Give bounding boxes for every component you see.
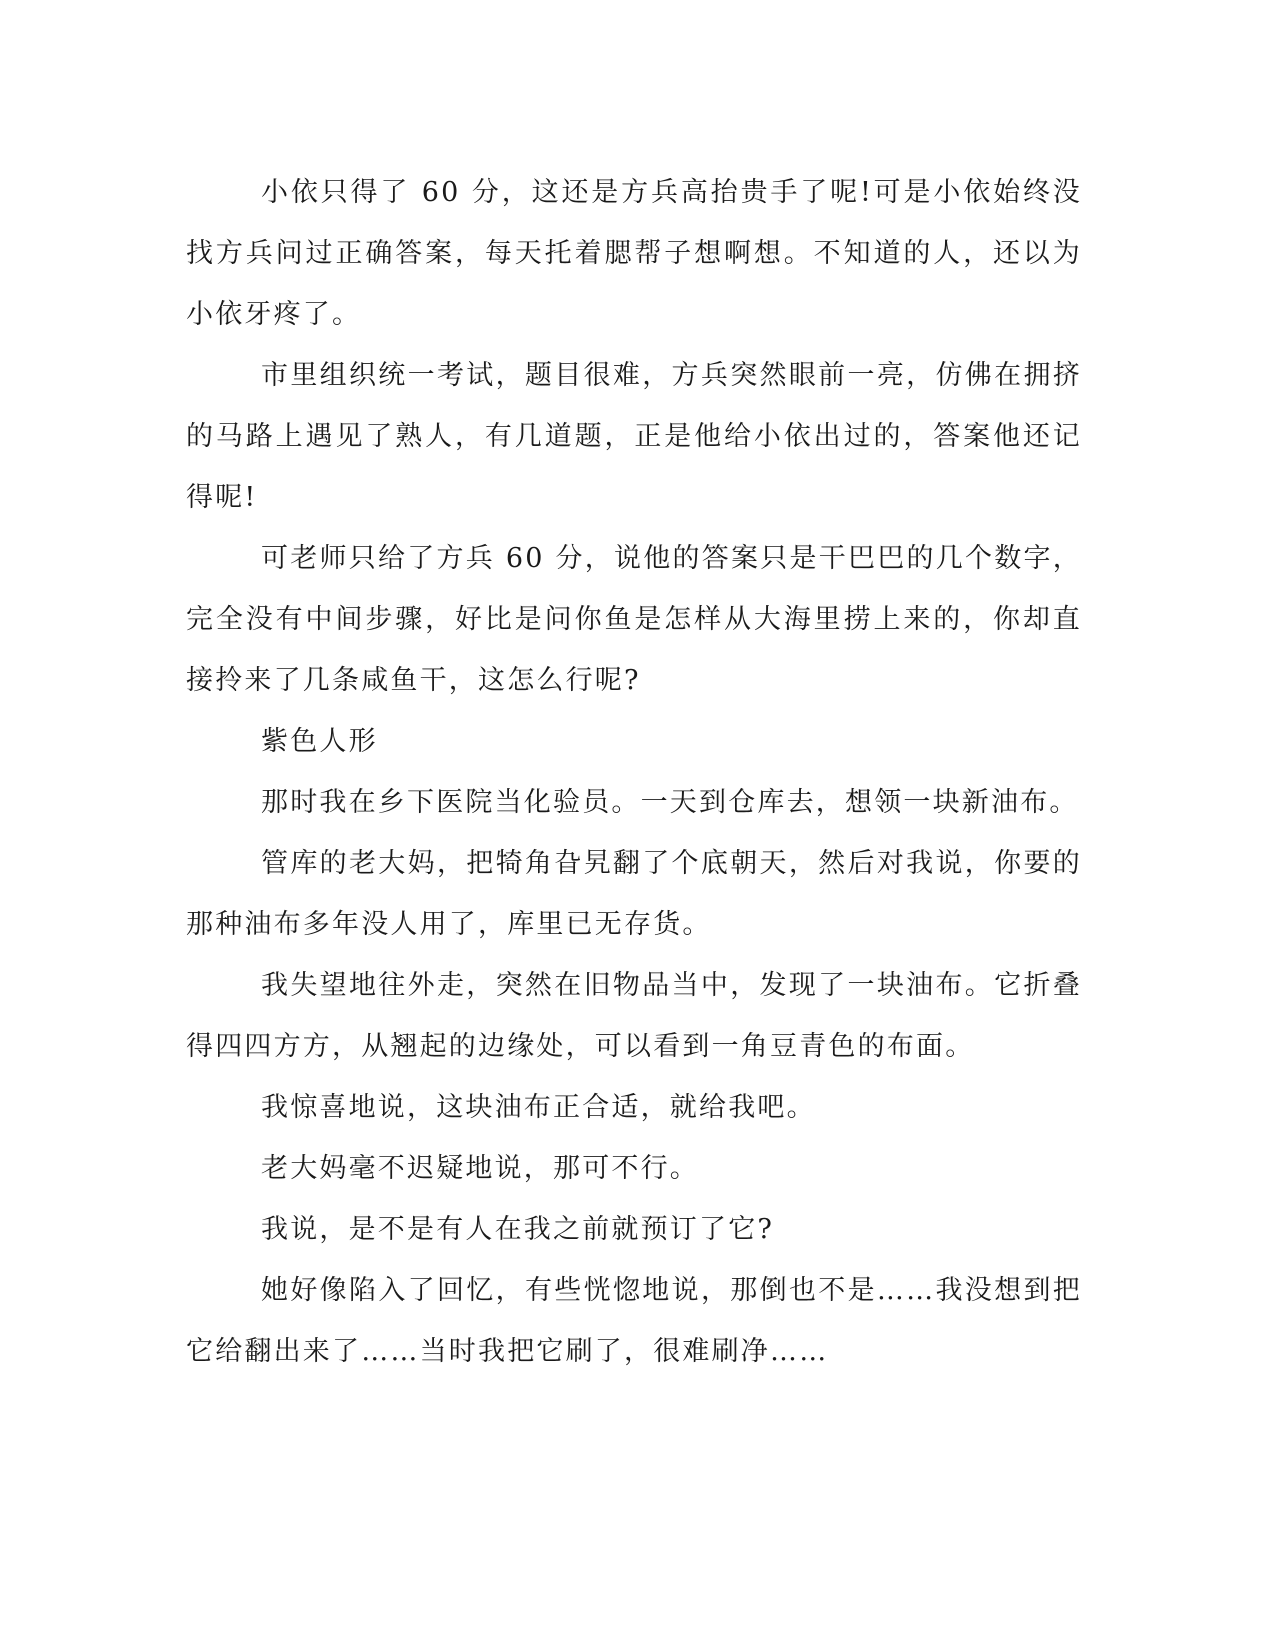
paragraph: 我失望地往外走，突然在旧物品当中，发现了一块油布。它折叠得四四方方，从翘起的边缘处，可以看到一角豆青色的布面。 <box>186 970 1082 1062</box>
paragraph: 小依只得了 60 分，这还是方兵高抬贵手了呢!可是小依始终没找方兵问过正确答案，每天托着腮帮子想啊想。不知道的人，还以为小依牙疼了。 <box>186 177 1082 330</box>
section-heading: 紫色人形 <box>261 726 378 757</box>
paragraph: 市里组织统一考试，题目很难，方兵突然眼前一亮，仿佛在拥挤的马路上遇见了熟人，有几道题，正是他给小依出过的，答案他还记得呢! <box>186 360 1082 513</box>
paragraph: 那时我在乡下医院当化验员。一天到仓库去，想领一块新油布。 <box>261 787 1079 818</box>
paragraph: 我说，是不是有人在我之前就预订了它? <box>261 1214 775 1245</box>
paragraph: 管库的老大妈，把犄角旮旯翻了个底朝天，然后对我说，你要的那种油布多年没人用了，库里已无存货。 <box>186 848 1082 940</box>
paragraph: 可老师只给了方兵 60 分，说他的答案只是干巴巴的几个数字，完全没有中间步骤，好比是问你鱼是怎样从大海里捞上来的，你却直接拎来了几条咸鱼干，这怎么行呢? <box>186 543 1082 696</box>
paragraph: 我惊喜地说，这块油布正合适，就给我吧。 <box>261 1092 816 1123</box>
paragraph: 她好像陷入了回忆，有些恍惚地说，那倒也不是……我没想到把它给翻出来了……当时我把它刷了，很难刷净…… <box>186 1275 1082 1367</box>
paragraph: 老大妈毫不迟疑地说，那可不行。 <box>261 1153 699 1184</box>
document-body <box>186 162 1082 1382</box>
